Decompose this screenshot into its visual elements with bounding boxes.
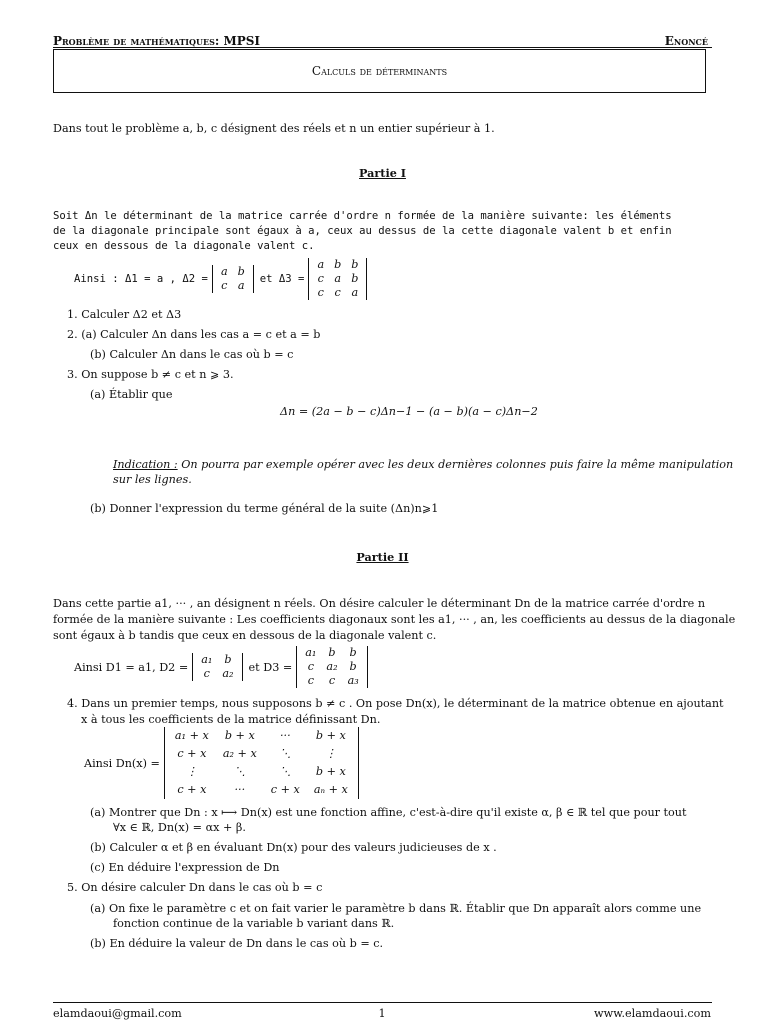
d2-cell: a₂ xyxy=(222,667,234,680)
dx-cell: ⋮ xyxy=(325,747,337,760)
delta2-cell: a xyxy=(220,265,228,278)
delta3-determinant xyxy=(308,258,367,300)
dx-cell: ⋱ xyxy=(234,765,246,778)
part2-para-line1: Dans cette partie a1, ··· , an désignent n réels. On désire calculer le déterminant Dn de la matrice carrée d'ordre n xyxy=(53,597,706,610)
part1-para-line2: de la diagonale principale sont égaux à a, ceux au dessus de la cette diagonale valent b et enfin xyxy=(53,225,672,237)
dx-cell: ··· xyxy=(279,729,291,742)
delta3-cell: a xyxy=(334,272,342,285)
question-2a: 2. (a) Calculer Δn dans les cas a = c et a = b xyxy=(67,328,321,341)
question-5b: (b) En déduire la valeur de Dn dans le cas où b = c. xyxy=(90,937,384,950)
dx-row xyxy=(168,781,355,799)
dx-cell: ⋱ xyxy=(279,747,291,760)
part1-examples xyxy=(74,255,367,303)
d2-cell: c xyxy=(203,667,210,680)
delta3-cell: b xyxy=(351,272,359,285)
footer-website[interactable]: www.elamdaoui.com xyxy=(594,1007,711,1020)
part2-examples xyxy=(74,643,368,691)
part2-para-line3: sont égaux à b tandis que ceux en dessous de la diagonale valent c. xyxy=(53,629,437,642)
dx-cell: b + x xyxy=(224,729,255,742)
question-5: 5. On désire calculer Dn dans le cas où b = c xyxy=(67,881,323,894)
dx-definition xyxy=(84,726,359,800)
question-5a-line2: fonction continue de la variable b variant dans ℝ. xyxy=(113,917,395,930)
part1-heading: Partie I xyxy=(359,166,406,180)
d3-cell: b xyxy=(349,646,357,659)
part1-ainsi: Ainsi : Δ1 = a , Δ2 = xyxy=(74,273,208,285)
header-right: Enoncé xyxy=(664,34,708,48)
d3-cell: c xyxy=(307,674,314,687)
footer-rule xyxy=(53,1002,712,1003)
delta2-determinant xyxy=(212,265,254,293)
header-rule xyxy=(53,47,712,48)
delta3-row xyxy=(312,286,363,300)
d3-cell: c xyxy=(328,674,336,687)
dx-determinant xyxy=(164,727,359,799)
part1-para-line1: Soit Δn le déterminant de la matrice carrée d'ordre n formée de la manière suivante: les éléments xyxy=(53,210,672,222)
dx-cell: c + x xyxy=(177,747,207,760)
d3-cell: a₃ xyxy=(347,674,359,687)
question-4c: (c) En déduire l'expression de Dn xyxy=(90,861,280,874)
dx-row xyxy=(168,727,355,745)
delta2-cell: a xyxy=(237,279,245,292)
delta3-cell: b xyxy=(351,258,359,271)
d2-cell: b xyxy=(224,653,232,666)
dx-cell: aₙ + x xyxy=(313,783,348,796)
delta3-cell: c xyxy=(317,286,324,299)
dx-cell: a₂ + x xyxy=(222,747,257,760)
d3-cell: b xyxy=(349,660,357,673)
delta2-cell: c xyxy=(221,279,228,292)
d3-cell: c xyxy=(307,660,314,673)
d3-cell: a₂ xyxy=(326,660,338,673)
delta3-cell: b xyxy=(334,258,342,271)
ainsi-dx: Ainsi Dn(x) = xyxy=(84,756,160,770)
question-1: 1. Calculer Δ2 et Δ3 xyxy=(67,308,182,321)
dx-cell: b + x xyxy=(315,729,346,742)
dx-row xyxy=(168,745,355,763)
d3-cell: a₁ xyxy=(305,646,317,659)
intro-text: Dans tout le problème a, b, c désignent des réels et n un entier supérieur à 1. xyxy=(53,122,495,135)
d3-row xyxy=(300,674,363,688)
question-4a-line1: (a) Montrer que Dn : x ⟼ Dn(x) est une fonction affine, c'est-à-dire qu'il existe α, β ∈ ℝ tel que pour tout xyxy=(90,806,687,819)
d2-determinant xyxy=(192,653,242,681)
part2-para-line2: formée de la manière suivante : Les coefficients diagonaux sont les a1, ··· , an, les coefficients au dessus de la diagonale xyxy=(53,613,736,626)
delta3-cell: c xyxy=(334,286,341,299)
d3-determinant xyxy=(296,646,367,688)
question-2b: (b) Calculer Δn dans le cas où b = c xyxy=(90,348,294,361)
recurrence-formula: Δn = (2a − b − c)Δn−1 − (a − b)(a − c)Δn−2 xyxy=(280,405,538,418)
delta2-row xyxy=(216,265,250,279)
question-3b: (b) Donner l'expression du terme général de la suite (Δn)n⩾1 xyxy=(90,502,439,515)
question-3: 3. On suppose b ≠ c et n ⩾ 3. xyxy=(67,368,234,381)
delta2-row xyxy=(216,279,250,293)
part1-para-line3: ceux en dessous de la diagonale valent c. xyxy=(53,240,315,252)
dx-cell: c + x xyxy=(270,783,300,796)
delta3-cell: c xyxy=(317,272,324,285)
dx-cell: a₁ + x xyxy=(174,729,209,742)
header-left: Problème de mathématiques: MPSI xyxy=(53,34,261,48)
delta3-cell: a xyxy=(317,258,325,271)
question-4-line1: 4. Dans un premier temps, nous supposons b ≠ c . On pose Dn(x), le déterminant de la matrice obtenue en ajoutant xyxy=(67,697,724,710)
question-4a-line2: ∀x ∈ ℝ, Dn(x) = αx + β. xyxy=(113,821,246,834)
d2-cell: a₁ xyxy=(201,653,213,666)
question-3a: (a) Établir que xyxy=(90,388,173,401)
dx-cell: ⋮ xyxy=(186,765,198,778)
hint-line1 xyxy=(113,458,733,471)
page-title: Calculs de déterminants xyxy=(311,64,448,78)
question-4b: (b) Calculer α et β en évaluant Dn(x) pour des valeurs judicieuses de x . xyxy=(90,841,497,854)
part2-et-d3: et D3 = xyxy=(248,660,293,674)
part2-heading: Partie II xyxy=(356,550,409,564)
page-number: 1 xyxy=(378,1007,386,1020)
dx-cell: ⋱ xyxy=(279,765,291,778)
delta3-cell: a xyxy=(351,286,359,299)
dx-cell: b + x xyxy=(315,765,346,778)
delta2-cell: b xyxy=(237,265,245,278)
dx-row xyxy=(168,763,355,781)
d2-row xyxy=(196,667,238,681)
d2-row xyxy=(196,653,238,667)
dx-cell: c + x xyxy=(177,783,207,796)
delta3-row xyxy=(312,272,363,286)
d3-row xyxy=(300,646,363,660)
footer-email[interactable]: elamdaoui@gmail.com xyxy=(53,1007,182,1020)
question-4-line2: x à tous les coefficients de la matrice définissant Dn. xyxy=(81,713,381,726)
d3-row xyxy=(300,660,363,674)
part1-et-d3: et Δ3 = xyxy=(259,273,305,285)
question-5a-line1: (a) On fixe le paramètre c et on fait varier le paramètre b dans ℝ. Établir que Dn apparaît alors comme une xyxy=(90,902,702,915)
hint-line2: sur les lignes. xyxy=(113,473,192,486)
hint-text: On pourra par exemple opérer avec les deux dernières colonnes puis faire la même manipulation xyxy=(181,458,734,471)
hint-label: Indication : xyxy=(113,458,178,471)
delta3-row xyxy=(312,258,363,272)
part2-ainsi: Ainsi D1 = a1, D2 = xyxy=(74,660,189,674)
d3-cell: b xyxy=(328,646,336,659)
dx-cell: ··· xyxy=(234,783,246,796)
